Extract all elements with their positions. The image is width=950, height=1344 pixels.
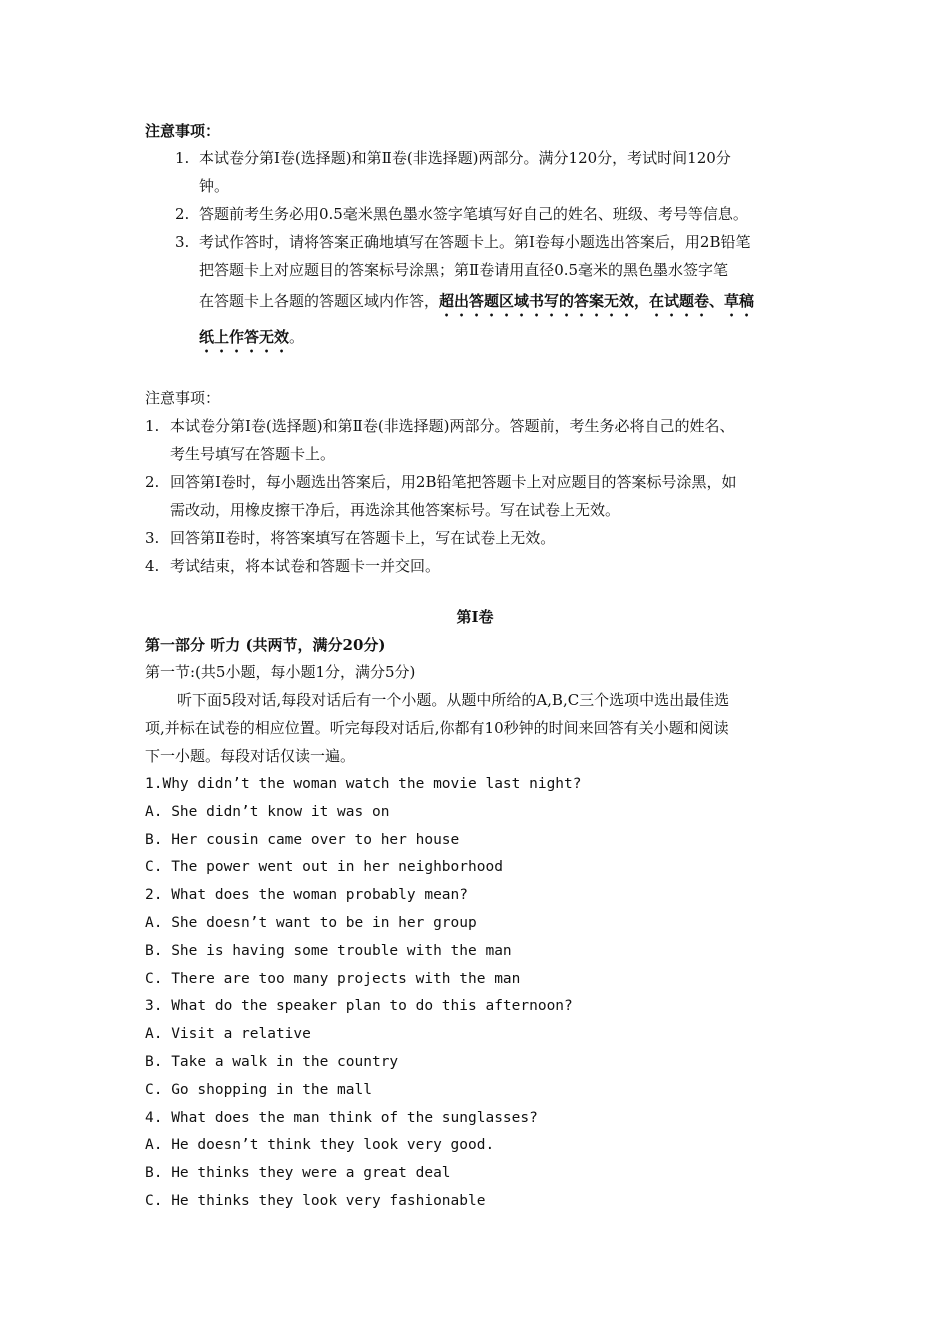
answer-option: C. There are too many projects with the man [145, 970, 521, 987]
question-list [145, 771, 825, 1216]
notice-text: 回答第Ⅰ卷时，每小题选出答案后，用2B铅笔把答题卡上对应题目的答案标号涂黑，如 [170, 473, 737, 491]
instructions [145, 686, 825, 770]
subsection-title: 第一节:(共5小题，每小题1分，满分5分) [145, 663, 416, 681]
answer-option: B. She is having some trouble with the man [145, 942, 512, 959]
notice-item [145, 552, 825, 580]
notice-heading: 注意事项： [145, 389, 221, 407]
answer-option: C. The power went out in her neighborhood [145, 859, 503, 876]
section-title: 第Ⅰ卷 [456, 608, 494, 626]
instruction-line: 项,并标在试卷的相应位置。听完每段对话后,你都有10秒钟的时间来回答有关小题和阅读 [145, 719, 729, 737]
notice-heading: 注意事项： [145, 122, 221, 140]
notice-text: 答题前考生务必用0.5毫米黑色墨水签字笔填写好自己的姓名、班级、考号等信息。 [199, 205, 748, 223]
answer-option: C. He thinks they look very fashionable [145, 1192, 486, 1209]
instruction-line: 下一小题。每段对话仅读一遍。 [145, 747, 356, 765]
notice-item [145, 412, 825, 468]
notice-item [145, 200, 815, 228]
notice-block-2 [145, 384, 825, 580]
notice-text: 回答第Ⅱ卷时，将答案填写在答题卡上，写在试卷上无效。 [170, 529, 556, 547]
item-number: 2. [175, 205, 190, 223]
item-number: 1. [175, 149, 190, 167]
notice-text: 考试作答时，请将答案正确地填写在答题卡上。第Ⅰ卷每小题选出答案后，用2B铅笔 [199, 233, 751, 251]
notice-text: 考试结束，将本试卷和答题卡一并交回。 [170, 557, 441, 575]
notice-text: 在答题卡上各题的答题区域内作答， [199, 292, 440, 310]
notice-text: 需改动，用橡皮擦干净后，再选涂其他答案标号。写在试卷上无效。 [170, 501, 621, 519]
item-number: 3. [175, 233, 190, 251]
emphasized-warning: 纸上作答无效 [199, 328, 290, 346]
answer-option: B. Her cousin came over to her house [145, 831, 460, 848]
item-number: 3. [145, 529, 160, 547]
notice-item [145, 144, 815, 200]
listening-part [145, 632, 825, 770]
notice-text: 本试卷分第Ⅰ卷(选择题)和第Ⅱ卷(非选择题)两部分。满分120分，考试时间120分 [199, 149, 731, 167]
notice-text: 。 [289, 328, 305, 346]
item-number: 1. [145, 417, 160, 435]
answer-option: A. She doesn’t want to be in her group [145, 914, 477, 931]
answer-option: A. He doesn’t think they look very good. [145, 1137, 495, 1154]
notice-text: 把答题卡上对应题目的答案标号涂黑；第Ⅱ卷请用直径0.5毫米的黑色墨水签字笔 [199, 261, 729, 279]
answer-option: B. He thinks they were a great deal [145, 1165, 451, 1182]
emphasized-warning: 超出答题区域书写的答案无效，在试题卷、草稿 [439, 292, 755, 310]
answer-option: C. Go shopping in the mall [145, 1081, 372, 1098]
answer-option: A. She didn’t know it was on [145, 803, 390, 820]
question-text: 3. What do the speaker plan to do this afternoon? [145, 998, 573, 1015]
item-number: 2. [145, 473, 160, 491]
answer-option: A. Visit a relative [145, 1026, 311, 1043]
notice-block-1 [145, 118, 815, 356]
notice-item [145, 228, 815, 356]
answer-option: B. Take a walk in the country [145, 1053, 399, 1070]
notice-item [145, 524, 825, 552]
notice-text: 钟。 [199, 177, 230, 195]
notice-item [145, 468, 825, 524]
notice-text: 本试卷分第Ⅰ卷(选择题)和第Ⅱ卷(非选择题)两部分。答题前，考生务必将自己的姓名、 [170, 417, 735, 435]
question-text: 1.Why didn’t the woman watch the movie last night? [145, 776, 582, 792]
question-text: 4. What does the man think of the sunglasses? [145, 1109, 538, 1126]
instruction-line: 听下面5段对话,每段对话后有一个小题。从题中所给的A,B,C三个选项中选出最佳选 [177, 691, 730, 709]
item-number: 4. [145, 557, 160, 575]
part-title: 第一部分 听力 (共两节，满分20分) [145, 636, 386, 654]
notice-text: 考生号填写在答题卡上。 [170, 445, 336, 463]
question-text: 2. What does the woman probably mean? [145, 887, 469, 904]
